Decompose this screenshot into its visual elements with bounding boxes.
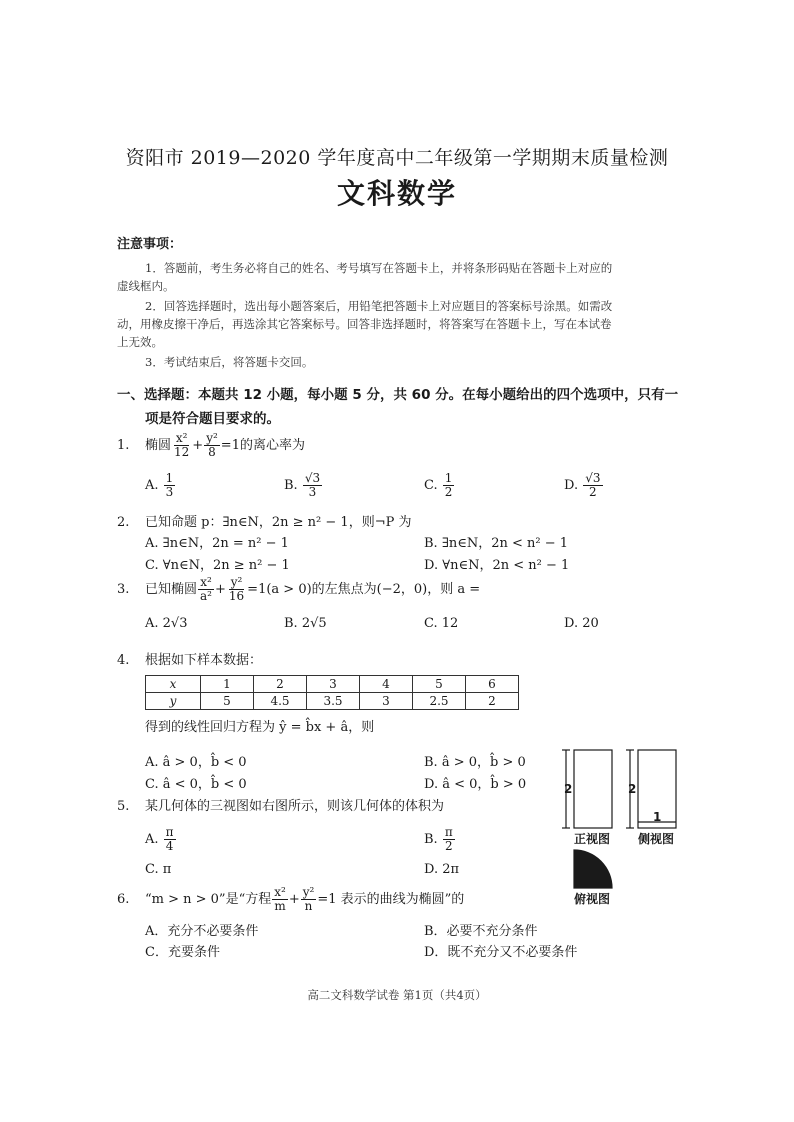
question-1: 1. 椭圆 $\frac{\text{x²}}{12}$ + $\frac{\text{y²}}{8}$ =1的离心率为 [117, 431, 305, 459]
front-view-rect [574, 750, 612, 828]
subject-title: 文科数学 [336, 177, 457, 210]
q4-option-d: D. â < 0，b̂ > 0 [424, 777, 527, 792]
section-line-1: 一、选择题：本题共 12 小题，每小题 5 分，共 60 分。在每小题给出的四个选项中，只有一 [117, 387, 679, 403]
q5-option-a: A. $\frac{\pi}{4}$ [145, 825, 174, 853]
q5-option-c: C. π [145, 862, 172, 877]
q3-option-a: A. 2√3 [145, 616, 188, 631]
q2-option-c: C. ∀n∈N，2n ≥ n² − 1 [145, 558, 290, 573]
q3-option-c: C. 12 [424, 616, 459, 631]
table-row: y 5 4.5 3.5 3 2.5 2 [146, 693, 519, 710]
top-view-label: 俯视图 [574, 892, 611, 906]
question-3: 3. 已知椭圆 $\frac{\text{x²}}{\text{a²}}$ + $\frac{\text{y²}}{16}$ =1(a > 0)的左焦点为(−2，0)，则 a = [117, 575, 481, 603]
q4-option-c: C. â < 0，b̂ < 0 [145, 777, 247, 792]
q1-option-b: B. $\frac{√3}{3}$ [284, 471, 321, 499]
q6-option-b: B．必要不充分条件 [424, 924, 538, 939]
q1-option-d: D. $\frac{√3}{2}$ [564, 471, 601, 499]
q3-option-d: D. 20 [564, 616, 599, 631]
q2-option-d: D. ∀n∈N，2n < n² − 1 [424, 558, 570, 573]
question-2: 2. 已知命题 p：∃n∈N，2n ≥ n² − 1，则¬P 为 [117, 515, 412, 530]
side-width-label: 1 [653, 810, 662, 824]
q4-regression-text: 得到的线性回归方程为 ŷ = b̂x + â，则 [145, 720, 375, 735]
page-footer: 高二文科数学试卷 第1页（共4页） [307, 988, 487, 1002]
q6-fraction-x: $\frac{\text{x²}}{m}$ [274, 885, 286, 913]
sample-data-table [145, 675, 519, 710]
q6-option-c: C．充要条件 [145, 945, 220, 960]
q4-option-b: B. â > 0，b̂ > 0 [424, 755, 526, 770]
q5-option-b: B. $\frac{\pi}{2}$ [424, 825, 453, 853]
q3-fraction-y: $\frac{\text{y²}}{16}$ [228, 575, 245, 603]
three-view-figure [556, 742, 716, 912]
q6-fraction-y: $\frac{\text{y²}}{n}$ [302, 885, 315, 913]
side-view-label: 侧视图 [638, 832, 675, 846]
q3-fraction-x: $\frac{\text{x²}}{\text{a²}}$ [200, 575, 212, 603]
top-view-quarter-circle [574, 850, 612, 888]
q1-fraction-x: $\frac{\text{x²}}{12}$ [174, 431, 190, 459]
table-row: x 1 2 3 4 5 6 [146, 676, 519, 693]
q6-option-a: A．充分不必要条件 [145, 924, 259, 939]
q2-stem: 已知命题 p：∃n∈N，2n ≥ n² − 1，则¬P 为 [145, 515, 412, 530]
question-number: 1. [117, 438, 130, 453]
question-4: 4. 根据如下样本数据： [117, 653, 263, 668]
note-2-line-3: 上无效。 [117, 335, 163, 349]
exam-title: 资阳市 2019—2020 学年度高中二年级第一学期期末质量检测 [125, 147, 669, 169]
note-1-line-1: 1．答题前，考生务必将自己的姓名、考号填写在答题卡上，并将条形码贴在答题卡上对应的 [145, 261, 613, 275]
front-height-label: 2 [564, 782, 573, 796]
section-heading [117, 383, 682, 431]
notes-heading: 注意事项： [117, 237, 183, 252]
q1-prefix: 椭圆 [145, 438, 172, 453]
q1-option-a: A. $\frac{1}{3}$ [145, 471, 174, 499]
side-height-label: 2 [628, 782, 637, 796]
q2-option-a: A. ∃n∈N，2n = n² − 1 [145, 536, 289, 551]
q6-option-d: D．既不充分又不必要条件 [424, 945, 578, 960]
question-5: 5. 某几何体的三视图如右图所示，则该几何体的体积为 [117, 799, 445, 814]
note-2-line-1: 2．回答选择题时，选出每小题答案后，用铅笔把答题卡上对应题目的答案标号涂黑。如需改 [145, 299, 613, 313]
q1-fraction-y: $\frac{\text{y²}}{8}$ [206, 431, 218, 459]
note-1-line-2: 虚线框内。 [117, 279, 175, 293]
three-view-drawing [556, 742, 716, 912]
q4-option-a: A. â > 0，b̂ < 0 [145, 755, 247, 770]
q5-option-d: D. 2π [424, 862, 460, 877]
q1-suffix: =1的离心率为 [220, 438, 305, 453]
q2-option-b: B. ∃n∈N，2n < n² − 1 [424, 536, 569, 551]
front-view-label: 正视图 [574, 832, 611, 846]
q3-option-b: B. 2√5 [284, 616, 327, 631]
note-2-line-2: 动，用橡皮擦干净后，再选涂其它答案标号。回答非选择题时，将答案写在答题卡上，写在本试卷 [117, 317, 612, 331]
note-3: 3．考试结束后，将答题卡交回。 [145, 355, 314, 369]
section-line-2: 项是符合题目要求的。 [145, 411, 280, 427]
q1-option-c: C. $\frac{1}{2}$ [424, 471, 453, 499]
question-6: 6. “m > n > 0”是“方程 $\frac{\text{x²}}{m}$ + $\frac{\text{y²}}{n}$ =1 表示的曲线为椭圆”的 [117, 885, 465, 913]
